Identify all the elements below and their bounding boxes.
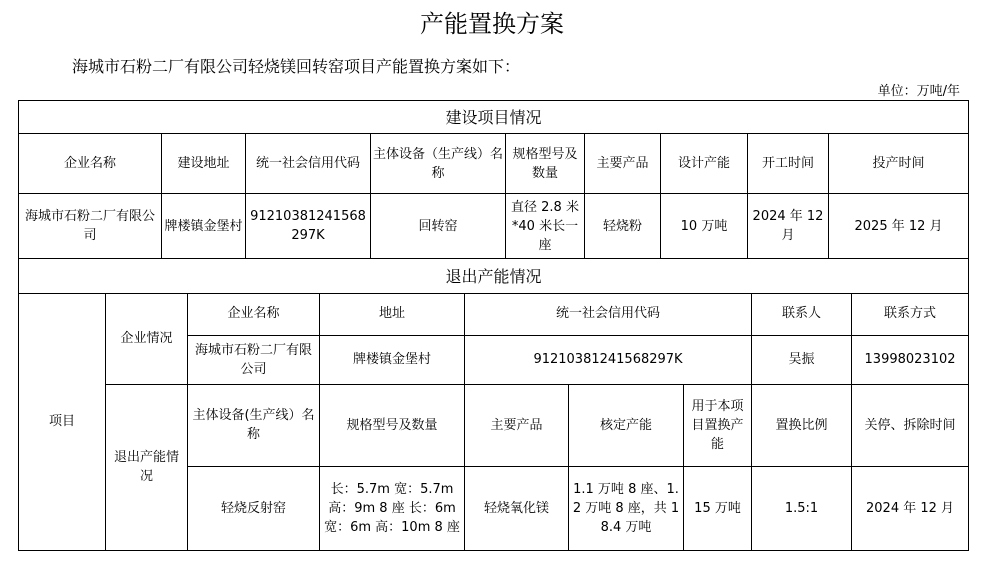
header-company: 企业名称 — [19, 134, 162, 194]
cap-header-shutdown: 关停、拆除时间 — [852, 384, 969, 466]
exit-cell-credit-code: 91210381241568297K — [465, 335, 752, 384]
cap-header-spec: 规格型号及数量 — [320, 384, 465, 466]
cell-capacity: 10 万吨 — [661, 194, 748, 259]
unit-label: 单位：万吨/年 — [877, 84, 960, 99]
cell-address: 牌楼镇金堡村 — [162, 194, 246, 259]
exit-header-name: 企业名称 — [188, 293, 320, 335]
exit-header-credit-code: 统一社会信用代码 — [465, 293, 752, 335]
construction-table — [18, 100, 969, 294]
cell-equipment: 回转窑 — [371, 194, 506, 259]
company-section-label: 企业情况 — [106, 293, 188, 384]
cap-header-approved: 核定产能 — [569, 384, 684, 466]
exit-header-address: 地址 — [320, 293, 465, 335]
cap-header-product: 主要产品 — [465, 384, 569, 466]
cell-spec: 直径 2.8 米*40 米长一座 — [506, 194, 585, 259]
header-spec: 规格型号及数量 — [506, 134, 585, 194]
page-title: 产能置换方案 — [420, 10, 564, 38]
cap-cell-ratio: 1.5:1 — [752, 466, 852, 550]
exit-header-contact: 联系人 — [752, 293, 852, 335]
header-product: 主要产品 — [585, 134, 661, 194]
exit-cell-address: 牌楼镇金堡村 — [320, 335, 465, 384]
capacity-section-label: 退出产能情况 — [106, 384, 188, 550]
cap-header-ratio: 置换比例 — [752, 384, 852, 466]
exit-cell-name: 海城市石粉二厂有限公司 — [188, 335, 320, 384]
cap-cell-shutdown: 2024 年 12 月 — [852, 466, 969, 550]
exit-table — [18, 293, 969, 551]
cap-cell-approved: 1.1 万吨 8 座、1.2 万吨 8 座，共 18.4 万吨 — [569, 466, 684, 550]
exit-cell-phone: 13998023102 — [852, 335, 969, 384]
exit-cell-contact: 吴振 — [752, 335, 852, 384]
header-equipment: 主体设备（生产线）名称 — [371, 134, 506, 194]
cap-cell-product: 轻烧氧化镁 — [465, 466, 569, 550]
header-start: 开工时间 — [748, 134, 829, 194]
cell-product: 轻烧粉 — [585, 194, 661, 259]
cell-company: 海城市石粉二厂有限公司 — [19, 194, 162, 259]
exit-header-phone: 联系方式 — [852, 293, 969, 335]
cap-cell-spec: 长：5.7m 宽：5.7m 高：9m 8 座 长：6m 宽：6m 高：10m 8 座 — [320, 466, 465, 550]
cap-header-used: 用于本项目置换产能 — [684, 384, 752, 466]
construction-heading: 建设项目情况 — [19, 101, 969, 134]
cell-operation: 2025 年 12 月 — [829, 194, 969, 259]
cell-credit-code: 91210381241568297K — [246, 194, 371, 259]
cap-cell-equipment: 轻烧反射窑 — [188, 466, 320, 550]
cap-header-equipment: 主体设备(生产线）名称 — [188, 384, 320, 466]
intro-text: 海城市石粉二厂有限公司轻烧镁回转窑项目产能置换方案如下： — [72, 57, 521, 76]
exit-heading: 退出产能情况 — [19, 259, 969, 294]
header-address: 建设地址 — [162, 134, 246, 194]
header-capacity: 设计产能 — [661, 134, 748, 194]
project-label: 项目 — [19, 293, 106, 550]
header-operation: 投产时间 — [829, 134, 969, 194]
cap-cell-used: 15 万吨 — [684, 466, 752, 550]
cell-start: 2024 年 12 月 — [748, 194, 829, 259]
header-credit-code: 统一社会信用代码 — [246, 134, 371, 194]
